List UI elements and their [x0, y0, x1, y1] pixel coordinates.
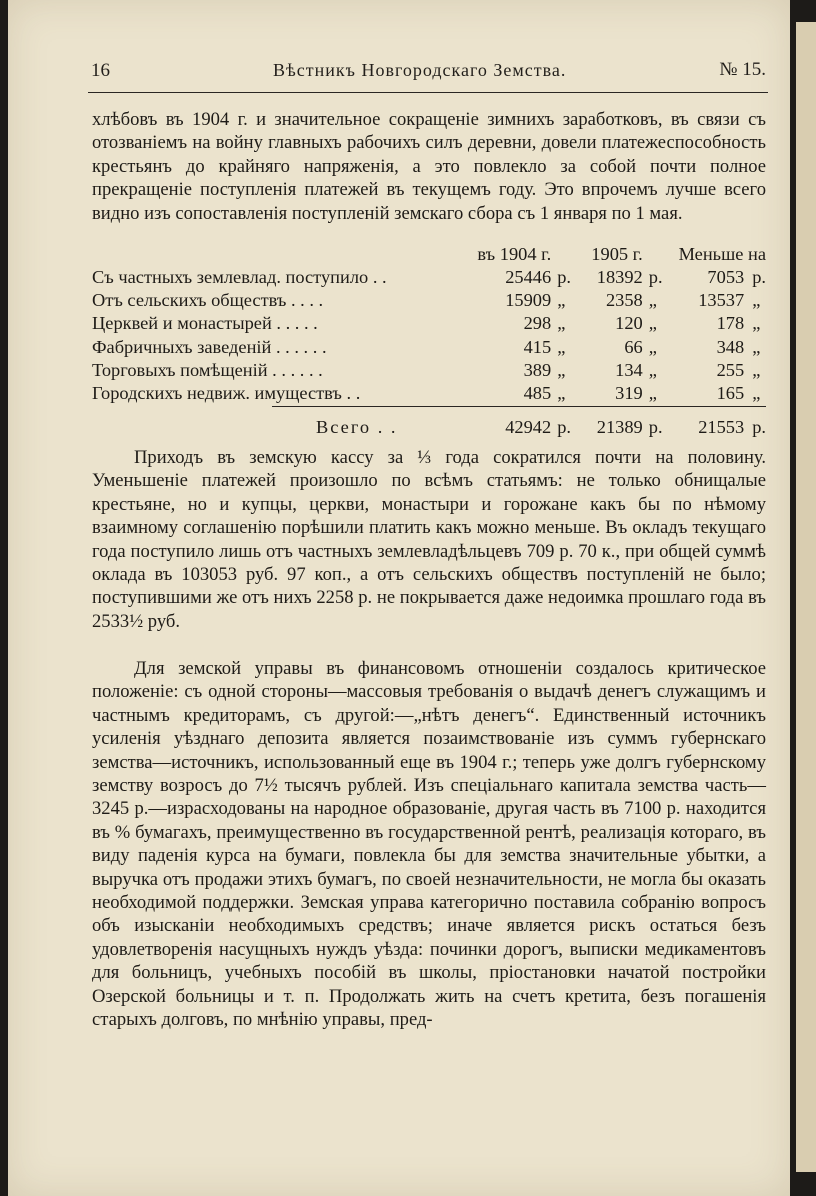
value-diff: 348: [716, 336, 745, 357]
unit: „: [557, 359, 566, 380]
total-1905: 21389: [596, 416, 643, 437]
table-row: [92, 289, 766, 312]
paragraph-2: Приходъ въ земскую кассу за ⅓ года сократился почти на половину. Уменьшеніе платежей произошло по всѣмъ статьямъ: не только обнищалые крестьяне, но и купцы, церкви, монастыри и горожане какъ бы по нѣмому взаимному соглашенію порѣшили платить какъ можно меньше. Въ окладъ текущаго года поступило лишь отъ частныхъ землевладѣльцевъ 709 р. 70 к., при общей суммѣ оклада въ 103053 руб. 97 коп., а отъ сельскихъ обществъ поступленій не было; поступившими же отъ нихъ 2258 р. не покрывается даже недоимка прошлаго года въ 2533½ руб.: [92, 447, 766, 632]
paragraph-1: хлѣбовъ въ 1904 г. и значительное сокращеніе зимнихъ заработковъ, въ связи съ отозваніемъ на войну главныхъ рабочихъ силъ деревни, довели платежеспособность крестьянъ до крайняго напряженія, а это повлекло за собой почти полное прекращеніе поступленія платежей въ текущемъ году. Это впрочемъ лучше всего видно изъ сопоставленія поступленій земскаго сбора съ 1 января по 1 мая.: [92, 109, 766, 224]
table-row: [92, 382, 766, 405]
unit: р.: [752, 416, 766, 437]
total-label: Всего . .: [316, 416, 398, 437]
page-header: [88, 58, 768, 93]
page: [8, 0, 790, 1196]
unit: р.: [752, 267, 766, 288]
table-sum-rule: [272, 406, 766, 407]
unit: „: [557, 290, 566, 311]
value-1905: 18392: [596, 267, 643, 288]
unit: „: [557, 336, 566, 357]
total-1904: 42942: [505, 416, 552, 437]
value-1904: 298: [523, 313, 552, 334]
value-1905: 134: [615, 359, 643, 380]
page-number: 16: [91, 60, 110, 81]
value-1904: 25446: [505, 267, 552, 288]
value-1904: 415: [523, 336, 552, 357]
value-1905: 319: [615, 383, 643, 404]
value-1905: 120: [615, 313, 643, 334]
unit: „: [648, 313, 657, 334]
value-diff: 178: [716, 313, 745, 334]
unit: „: [648, 336, 657, 357]
table-row: [92, 266, 766, 289]
value-1904: 15909: [505, 290, 552, 311]
row-label: Съ частныхъ землевлад. поступило . .: [92, 267, 387, 288]
header-diff: Меньше на: [678, 243, 766, 264]
table-row: [92, 359, 766, 382]
table-header-row: [92, 242, 766, 266]
unit: „: [648, 359, 657, 380]
unit: р.: [648, 416, 663, 437]
total-diff: 21553: [698, 416, 745, 437]
table-row: [92, 336, 766, 359]
unit: „: [557, 383, 566, 404]
value-diff: 7053: [707, 267, 745, 288]
unit: „: [752, 359, 761, 380]
issue-number: № 15.: [719, 59, 766, 80]
unit: „: [752, 313, 761, 334]
row-label: Церквей и монастырей . . . . .: [92, 313, 318, 334]
unit: „: [557, 313, 566, 334]
unit: р.: [648, 267, 663, 288]
unit: р.: [557, 416, 571, 437]
value-1905: 2358: [605, 290, 643, 311]
value-diff: 13537: [698, 290, 745, 311]
revenue-table: [92, 242, 766, 439]
value-1905: 66: [624, 336, 643, 357]
table-row: [92, 312, 766, 335]
unit: „: [752, 383, 761, 404]
table-total-row: [92, 405, 766, 439]
paragraph-3: Для земской управы въ финансовомъ отношеніи создалось критическое положеніе: съ одной стороны—массовыя требованія о выдачѣ денегъ служащимъ и частнымъ кредиторамъ, съ другой:—„нѣтъ денегъ“. Единственный источникъ усиленія уѣзднаго депозита является позаимствованіе изъ суммъ губернскаго земства—источникъ, использованный еще въ 1904 г.; теперь уже долгъ губернскому земству возросъ до 7½ тысячъ рублей. Изъ спеціальнаго капитала земства часть—3245 р.—израсходованы на народное образованіе, другая часть въ 7100 р. находится въ % бумагахъ, преимущественно въ государственной рентѣ, реализація котораго, въ виду паденія курса на бумаги, повлекла бы для земства значительные убытки, а выручка отъ продажи этихъ бумагъ, по своей незначительности, не могла бы оказать необходимой поддержки. Земская управа категорично поставила собранію вопросъ объ изысканіи необходимыхъ средствъ; иначе является рискъ остаться безъ удовлетворенія насущныхъ нуждъ уѣзда: починки дорогъ, выписки медикаментовъ для больницъ, учебныхъ пособій въ школы, пріостановки начатой постройки Озерской больницы и т. п. Продолжать жить на счетъ кретита, безъ погашенія старыхъ долговъ, по мнѣнію управы, пред-: [92, 658, 766, 1031]
adjacent-page-edge: [796, 22, 816, 1172]
row-label: Фабричныхъ заведеній . . . . . .: [92, 336, 327, 357]
unit: „: [648, 290, 657, 311]
value-diff: 255: [716, 359, 745, 380]
value-1904: 389: [523, 359, 552, 380]
unit: „: [752, 336, 761, 357]
value-1904: 485: [523, 383, 552, 404]
unit: „: [648, 383, 657, 404]
row-label: Торговыхъ помѣщеній . . . . . .: [92, 359, 323, 380]
row-label: Городскихъ недвиж. имуществъ . .: [92, 383, 361, 404]
header-1905: 1905 г.: [591, 243, 643, 264]
row-label: Отъ сельскихъ обществъ . . . .: [92, 290, 324, 311]
unit: р.: [557, 267, 571, 288]
header-1904: въ 1904 г.: [477, 243, 552, 264]
journal-title: Вѣстникъ Новгородскаго Земства.: [273, 60, 567, 80]
unit: „: [752, 290, 761, 311]
value-diff: 165: [716, 383, 745, 404]
